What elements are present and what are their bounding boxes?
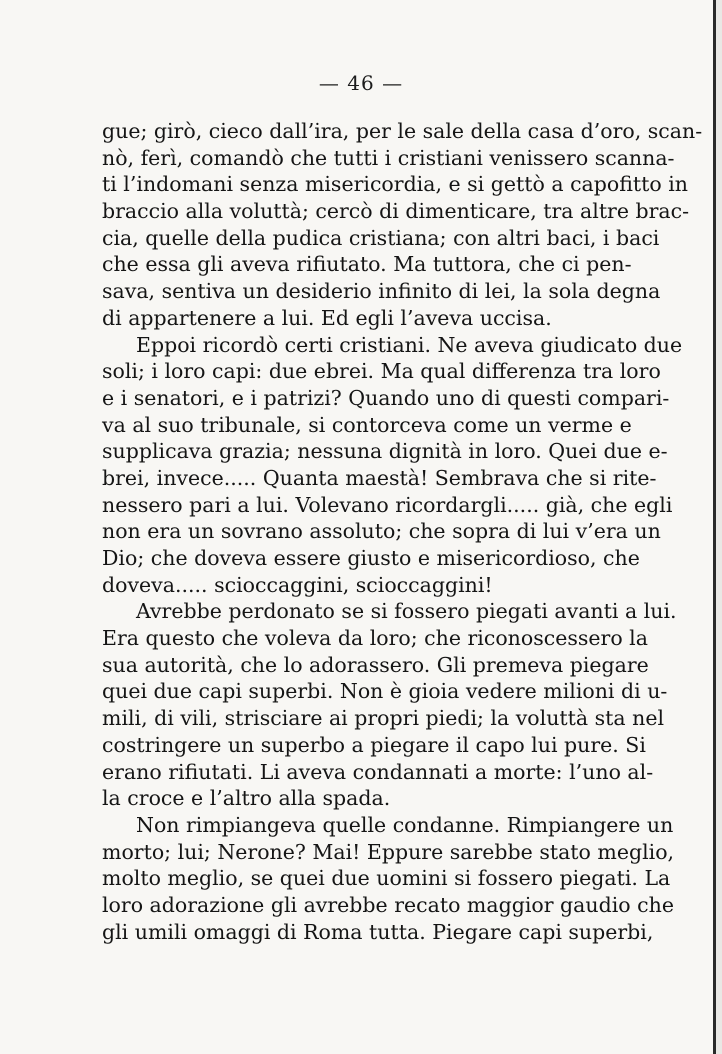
text-line: Non rimpiangeva quelle condanne. Rimpiangere un — [136, 812, 674, 837]
text-line: Avrebbe perdonato se si fossero piegati avanti a lui. — [136, 599, 677, 624]
text-line: di appartenere a lui. Ed egli l’aveva uccisa. — [102, 305, 552, 330]
text-line: non era un sovrano assoluto; che sopra di lui v’era un — [102, 519, 661, 544]
text-line: nessero pari a lui. Volevano ricordargli..... già, che egli — [102, 492, 673, 517]
text-line: loro adorazione gli avrebbe recato maggior gaudio che — [102, 892, 674, 917]
text-line: Era questo che voleva da loro; che riconoscessero la — [102, 626, 648, 651]
text-line: brei, invece..... Quanta maestà! Sembrava che si rite- — [102, 465, 657, 490]
text-line: soli; i loro capi: due ebrei. Ma qual differenza tra loro — [102, 359, 661, 384]
text-line: ti l’indomani senza misericordia, e si gettò a capofitto in — [102, 172, 689, 197]
text-line: gue; girò, cieco dall’ira, per le sale della casa d’oro, scan- — [102, 119, 703, 143]
text-line: sava, sentiva un desiderio infinito di lei, la sola degna — [102, 279, 661, 304]
text-line: molto meglio, se quei due uomini si fossero piegati. La — [102, 866, 671, 891]
text-line: sua autorità, che lo adorassero. Gli premeva piegare — [102, 652, 649, 677]
page-edge-shadow — [716, 0, 722, 1054]
text-line: gli umili omaggi di Roma tutta. Piegare capi superbi, — [102, 919, 654, 944]
text-line: doveva..... scioccaggini, scioccaggini! — [102, 572, 493, 597]
text-line: nò, ferì, comandò che tutti i cristiani venissero scanna- — [102, 145, 675, 170]
text-line: la croce e l’altro alla spada. — [102, 786, 391, 811]
text-line: che essa gli aveva rifiutato. Ma tuttora, che ci pen- — [102, 252, 632, 277]
page-edge-line — [713, 0, 716, 1054]
text-line: Eppoi ricordò certi cristiani. Ne aveva giudicato due — [136, 332, 683, 357]
text-line: costringere un superbo a piegare il capo lui pure. Si — [102, 732, 646, 757]
text-line: erano rifiutati. Li aveva condannati a morte: l’uno al- — [102, 759, 654, 784]
text-line: supplicava grazia; nessuna dignità in loro. Quei due e- — [102, 439, 668, 464]
text-line: Dio; che doveva essere giusto e misericordioso, che — [102, 546, 640, 570]
text-line: quei due capi superbi. Non è gioia vedere milioni di u- — [102, 679, 668, 704]
text-line: cia, quelle della pudica cristiana; con altri baci, i baci — [102, 225, 660, 250]
text-line: braccio alla voluttà; cercò di dimenticare, tra altre brac- — [102, 199, 690, 224]
body-text — [102, 118, 703, 945]
text-line: va al suo tribunale, si contorceva come un verme e — [102, 412, 632, 437]
text-line: morto; lui; Nerone? Mai! Eppure sarebbe stato meglio, — [102, 839, 675, 864]
text-line: mili, di vili, strisciare ai propri piedi; la voluttà sta nel — [102, 706, 665, 731]
page-number: — 46 — — [318, 71, 404, 95]
text-line: e i senatori, e i patrizi? Quando uno di questi compari- — [102, 385, 670, 410]
